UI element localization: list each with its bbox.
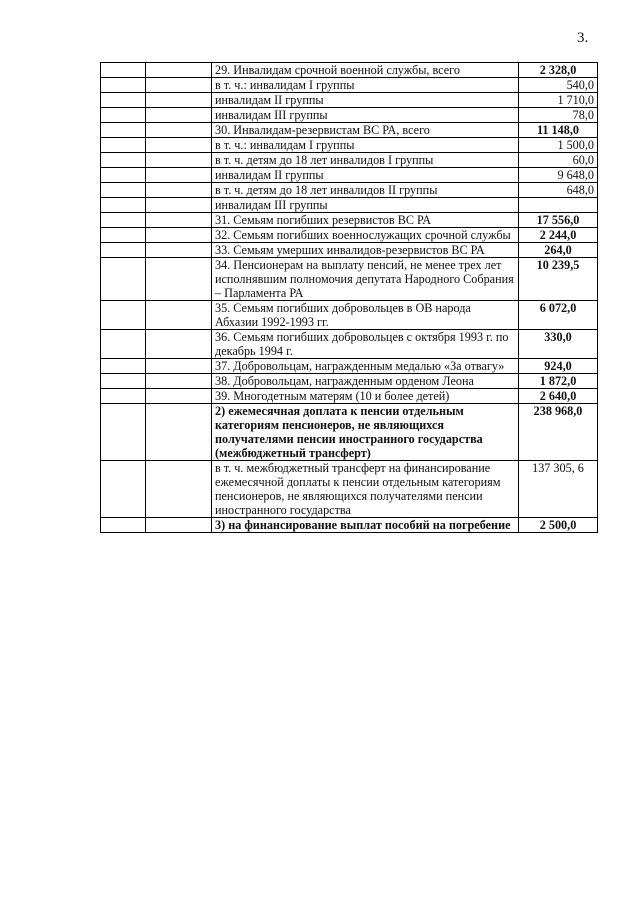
page-number: 3. [577,30,589,46]
row-label: 31. Семьям погибших резервистов ВС РА [212,213,519,228]
empty-cell-col2 [146,183,212,198]
table-row [101,374,598,389]
row-label: 33. Семьям умерших инвалидов-резервистов ВС РА [212,243,519,258]
empty-cell-col1 [101,168,146,183]
row-label: инвалидам II группы [212,168,519,183]
empty-cell-col1 [101,228,146,243]
empty-cell-col1 [101,374,146,389]
row-amount: 2 640,0 [519,389,598,404]
empty-cell-col1 [101,330,146,359]
empty-cell-col2 [146,123,212,138]
empty-cell-col1 [101,63,146,78]
empty-cell-col1 [101,198,146,213]
row-label: инвалидам III группы [212,198,519,213]
empty-cell-col1 [101,93,146,108]
row-amount: 11 148,0 [519,123,598,138]
row-label: 32. Семьям погибших военнослужащих срочной службы [212,228,519,243]
table-row [101,213,598,228]
row-amount: 17 556,0 [519,213,598,228]
empty-cell-col2 [146,138,212,153]
empty-cell-col2 [146,228,212,243]
table-row [101,168,598,183]
row-amount: 648,0 [519,183,598,198]
row-amount: 238 968,0 [519,404,598,461]
empty-cell-col1 [101,359,146,374]
empty-cell-col1 [101,78,146,93]
row-amount: 60,0 [519,153,598,168]
row-amount: 1 500,0 [519,138,598,153]
row-amount: 540,0 [519,78,598,93]
table-row [101,228,598,243]
row-amount: 2 328,0 [519,63,598,78]
table-row [101,108,598,123]
empty-cell-col1 [101,404,146,461]
row-label: в т. ч. межбюджетный трансферт на финансирование ежемесячной доплаты к пенсии отдельным категориям пенсионеров, не являющихся получателями пенсии иностранного государства [212,461,519,518]
budget-table [100,62,598,533]
row-label: инвалидам II группы [212,93,519,108]
table-row [101,123,598,138]
table-row [101,63,598,78]
row-label: в т. ч. детям до 18 лет инвалидов I группы [212,153,519,168]
empty-cell-col1 [101,108,146,123]
empty-cell-col1 [101,258,146,301]
table-row [101,461,598,518]
empty-cell-col2 [146,518,212,533]
row-amount [519,198,598,213]
row-amount: 330,0 [519,330,598,359]
table-row [101,359,598,374]
empty-cell-col2 [146,461,212,518]
row-label: в т. ч.: инвалидам I группы [212,138,519,153]
table-row [101,404,598,461]
empty-cell-col1 [101,153,146,168]
row-label: в т. ч.: инвалидам I группы [212,78,519,93]
row-amount: 264,0 [519,243,598,258]
row-amount: 2 500,0 [519,518,598,533]
row-label: 39. Многодетным матерям (10 и более детей) [212,389,519,404]
row-amount: 78,0 [519,108,598,123]
row-amount: 1 872,0 [519,374,598,389]
table-row [101,198,598,213]
row-label: 37. Добровольцам, награжденным медалью «За отвагу» [212,359,519,374]
table-row [101,78,598,93]
table-row [101,258,598,301]
row-amount: 9 648,0 [519,168,598,183]
row-amount: 6 072,0 [519,301,598,330]
empty-cell-col1 [101,518,146,533]
empty-cell-col2 [146,359,212,374]
row-label: 38. Добровольцам, награжденным орденом Леона [212,374,519,389]
empty-cell-col1 [101,389,146,404]
empty-cell-col1 [101,213,146,228]
row-amount: 2 244,0 [519,228,598,243]
empty-cell-col1 [101,138,146,153]
empty-cell-col2 [146,330,212,359]
table-row [101,301,598,330]
empty-cell-col2 [146,108,212,123]
empty-cell-col2 [146,93,212,108]
empty-cell-col2 [146,389,212,404]
row-label: 35. Семьям погибших добровольцев в ОВ народа Абхазии 1992-1993 гг. [212,301,519,330]
empty-cell-col2 [146,168,212,183]
empty-cell-col2 [146,301,212,330]
table-row [101,183,598,198]
row-amount: 1 710,0 [519,93,598,108]
empty-cell-col2 [146,404,212,461]
row-label: 36. Семьям погибших добровольцев с октября 1993 г. по декабрь 1994 г. [212,330,519,359]
table-row [101,330,598,359]
empty-cell-col2 [146,213,212,228]
empty-cell-col2 [146,243,212,258]
row-label: 2) ежемесячная доплата к пенсии отдельным категориям пенсионеров, не являющихся получателями пенсии иностранного государства (межбюджетный трансферт) [212,404,519,461]
empty-cell-col2 [146,78,212,93]
empty-cell-col2 [146,258,212,301]
row-label: 30. Инвалидам-резервистам ВС РА, всего [212,123,519,138]
table-row [101,93,598,108]
empty-cell-col1 [101,301,146,330]
row-label: 3) на финансирование выплат пособий на погребение [212,518,519,533]
empty-cell-col2 [146,374,212,389]
row-label: 34. Пенсионерам на выплату пенсий, не менее трех лет исполнявшим полномочия депутата Народного Собрания – Парламента РА [212,258,519,301]
empty-cell-col2 [146,153,212,168]
row-amount: 10 239,5 [519,258,598,301]
table-row [101,153,598,168]
empty-cell-col1 [101,461,146,518]
empty-cell-col1 [101,123,146,138]
table-row [101,138,598,153]
row-label: инвалидам III группы [212,108,519,123]
empty-cell-col2 [146,63,212,78]
empty-cell-col1 [101,183,146,198]
table-row [101,518,598,533]
row-amount: 137 305, 6 [519,461,598,518]
empty-cell-col2 [146,198,212,213]
row-label: в т. ч. детям до 18 лет инвалидов II группы [212,183,519,198]
empty-cell-col1 [101,243,146,258]
row-amount: 924,0 [519,359,598,374]
table-row [101,389,598,404]
row-label: 29. Инвалидам срочной военной службы, всего [212,63,519,78]
table-row [101,243,598,258]
